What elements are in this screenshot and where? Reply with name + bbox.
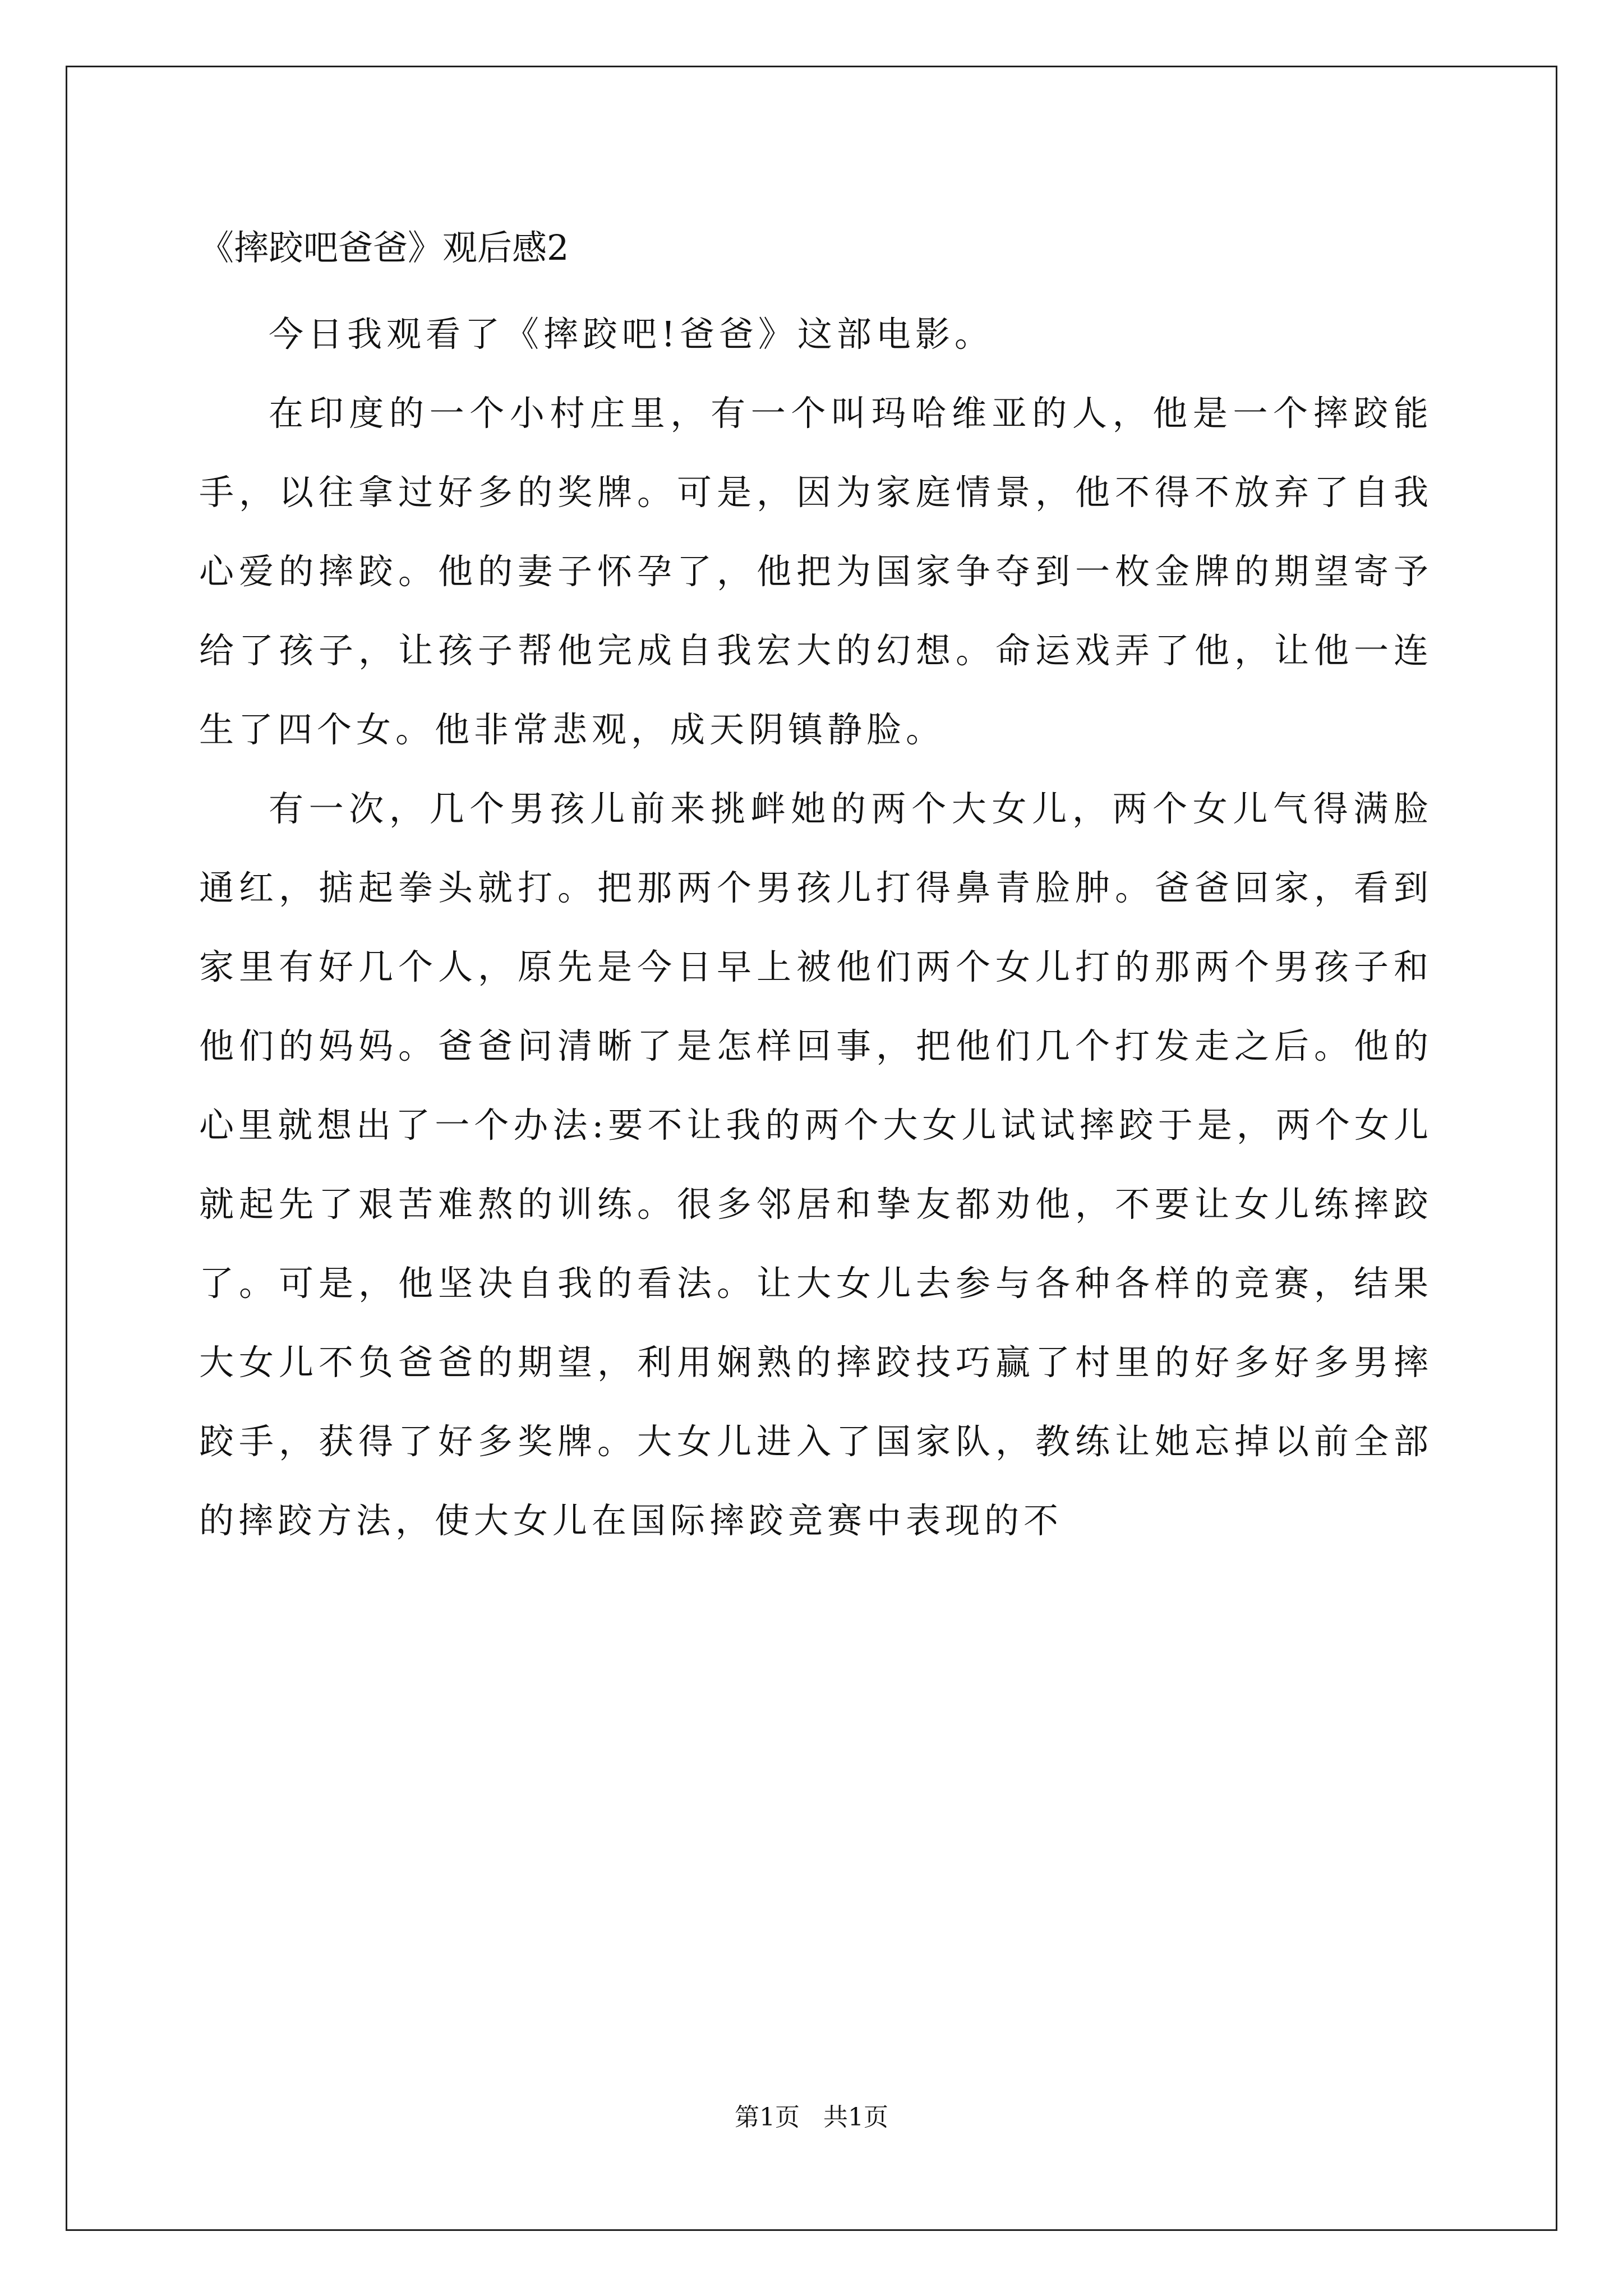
paragraph-3: 有一次，几个男孩儿前来挑衅她的两个大女儿，两个女儿气得满脸通红，掂起拳头就打。把那两个男孩儿打得鼻青脸肿。爸爸回家，看到家里有好几个人，原先是今日早上被他们两个女儿打的那两个男孩子和他们的妈妈。爸爸问清晰了是怎样回事，把他们几个打发走之后。他的心里就想出了一个办法:要不让我的两个大女儿试试摔跤于是，两个女儿就起先了艰苦难熬的训练。很多邻居和挚友都劝他，不要让女儿练摔跤了。可是，他坚决自我的看法。让大女儿去参与各种各样的竞赛，结果大女儿不负爸爸的期望，利用娴熟的摔跤技巧赢了村里的好多好多男摔跤手，获得了好多奖牌。大女儿进入了国家队，教练让她忘掉以前全部的摔跤方法，使大女儿在国际摔跤竞赛中表现的不 — [199, 788, 1433, 1541]
document-title: 《摔跤吧爸爸》观后感2 — [199, 227, 569, 268]
page-footer: 第1页 共1页 — [735, 2103, 888, 2132]
paragraph-1: 今日我观看了《摔跤吧!爸爸》这部电影。 — [269, 314, 994, 355]
document-body — [199, 295, 1433, 1560]
paragraph-2: 在印度的一个小村庄里，有一个叫玛哈维亚的人，他是一个摔跤能手，以往拿过好多的奖牌。可是，因为家庭情景，他不得不放弃了自我心爱的摔跤。他的妻子怀孕了，他把为国家争夺到一枚金牌的期望寄予给了孩子，让孩子帮他完成自我宏大的幻想。命运戏弄了他，让他一连生了四个女。他非常悲观，成天阴镇静脸。 — [199, 393, 1433, 750]
